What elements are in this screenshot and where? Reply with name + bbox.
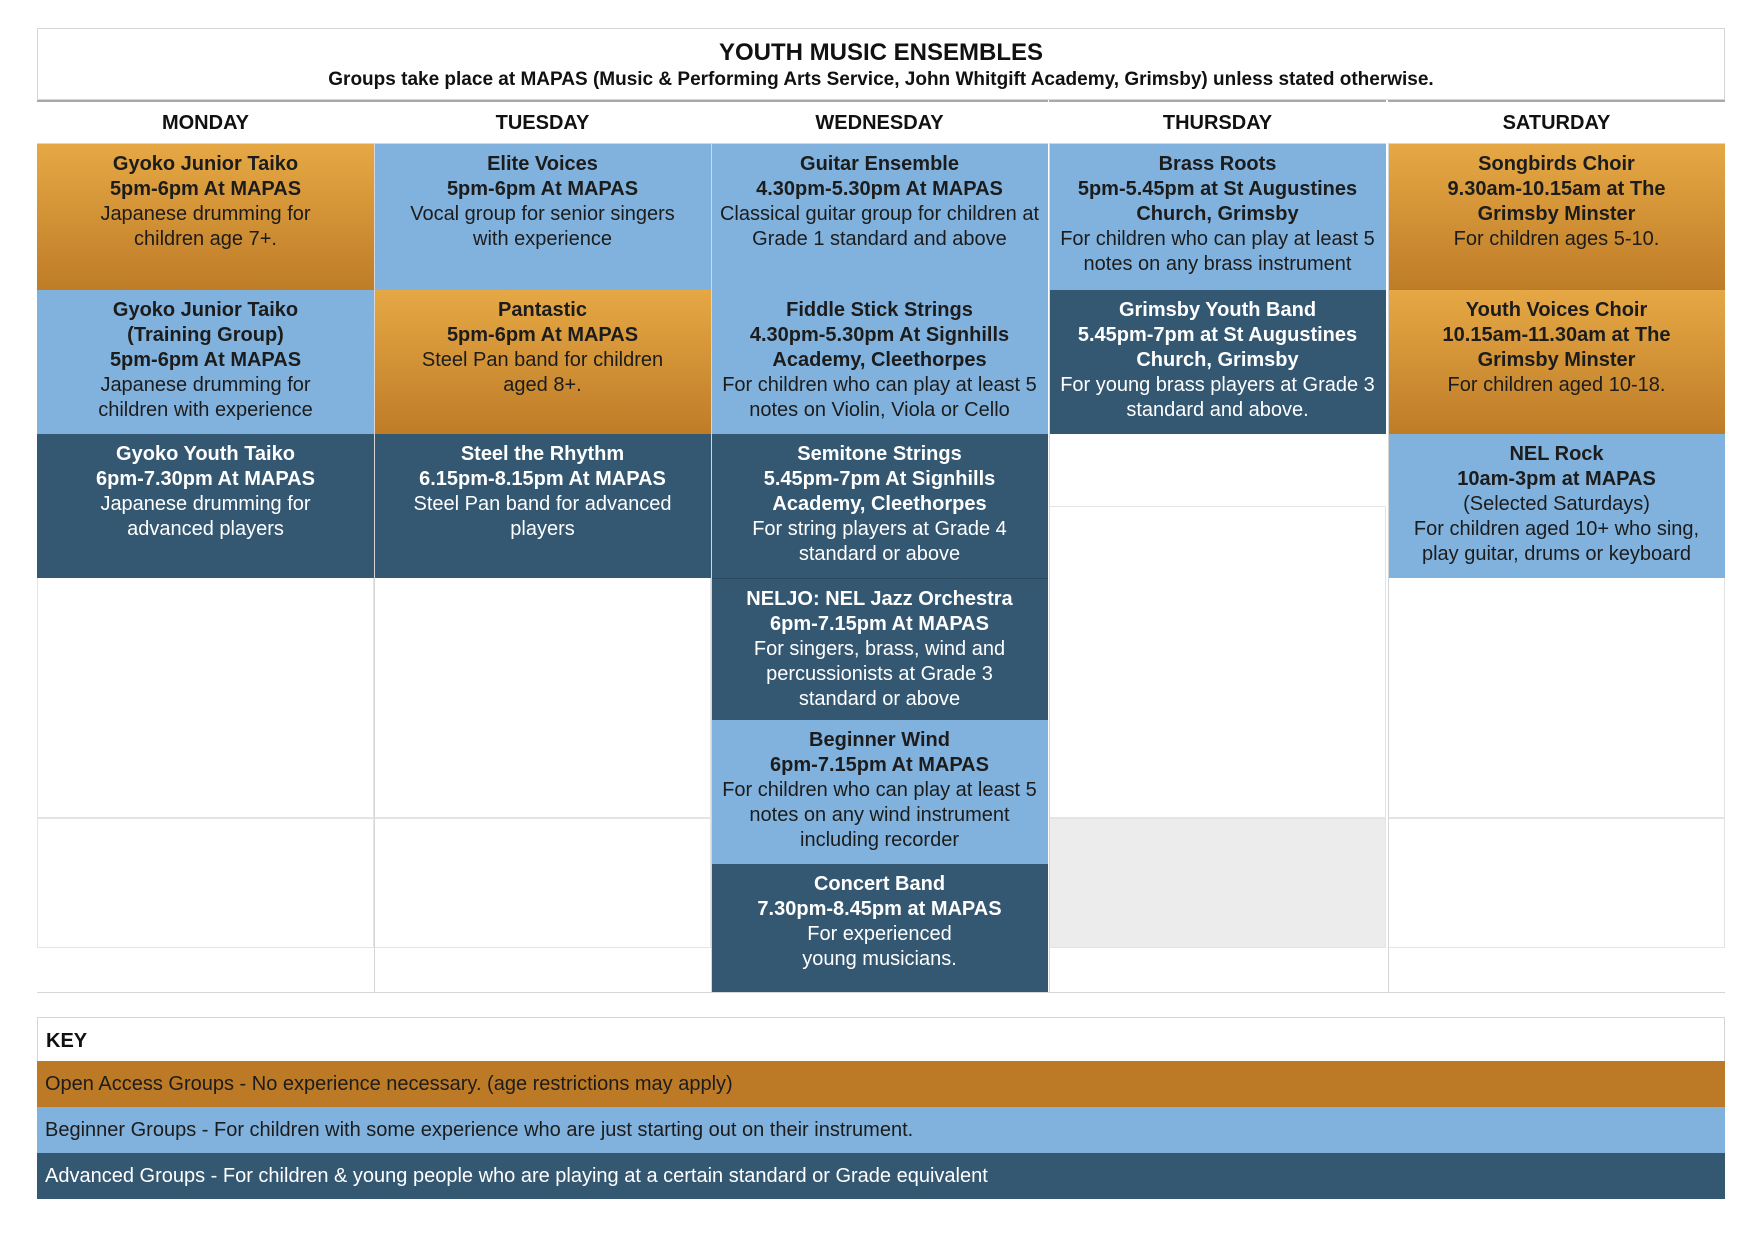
- legend-open-access: Open Access Groups - No experience necessary. (age restrictions may apply): [37, 1061, 1725, 1107]
- group-semitone-strings: [711, 434, 1048, 578]
- group-time: 7.30pm-8.45pm at MAPAS: [757, 898, 1002, 920]
- group-brass-roots: [1049, 144, 1386, 290]
- group-elite-voices: [374, 144, 711, 290]
- grid-bottom-border: [37, 992, 1725, 993]
- group-time: 10am-3pm at MAPAS: [1457, 468, 1656, 490]
- group-desc: For young brass players at Grade 3 standard and above.: [1060, 374, 1375, 421]
- group-time: 5.45pm-7pm at St Augustines Church, Grimsby: [1077, 324, 1358, 371]
- page-subtitle: Groups take place at MAPAS (Music & Performing Arts Service, John Whitgift Academy, Grimsby) unless stated otherwise.: [328, 69, 1434, 90]
- group-name: Steel the Rhythm: [460, 443, 625, 465]
- group-beginner-wind: [711, 720, 1048, 864]
- group-desc: Japanese drumming for children with experience: [98, 374, 313, 421]
- group-grimsby-youth-band: [1049, 290, 1386, 434]
- group-time: 6pm-7.15pm At MAPAS: [770, 613, 989, 635]
- group-youth-voices-choir: [1388, 290, 1725, 434]
- group-time: 5pm-5.45pm at St Augustines Church, Grimsby: [1077, 178, 1358, 225]
- group-fiddle-stick-strings: [711, 290, 1048, 434]
- empty-cell-grey: [1049, 818, 1386, 948]
- empty-cell: [1388, 818, 1725, 948]
- group-desc: For children aged 10-18.: [1447, 374, 1666, 396]
- legend-title: KEY: [37, 1017, 1725, 1061]
- empty-cell: [37, 818, 374, 948]
- empty-cell: [374, 818, 711, 948]
- title-box: [37, 28, 1725, 100]
- timetable: [37, 28, 1725, 992]
- group-steel-the-rhythm: [374, 434, 711, 578]
- group-songbirds-choir: [1388, 144, 1725, 290]
- group-name: Pantastic: [498, 299, 587, 321]
- group-name: Gyoko Youth Taiko: [116, 443, 295, 465]
- group-desc: Steel Pan band for advanced players: [413, 493, 672, 540]
- legend-advanced: Advanced Groups - For children & young people who are playing at a certain standard or Grade equivalent: [37, 1153, 1725, 1199]
- group-name: Concert Band: [813, 873, 946, 895]
- group-desc: For experienced young musicians.: [802, 923, 957, 970]
- group-time: 9.30am-10.15am at The Grimsby Minster: [1447, 178, 1666, 225]
- group-desc: Steel Pan band for children aged 8+.: [421, 349, 664, 396]
- group-time: 5pm-6pm At MAPAS: [446, 324, 639, 346]
- group-time: 6pm-7.15pm At MAPAS: [770, 754, 989, 776]
- group-name: Fiddle Stick Strings: [786, 299, 973, 321]
- group-pantastic: [374, 290, 711, 434]
- group-name: Beginner Wind: [809, 729, 950, 751]
- group-desc: For string players at Grade 4 standard or above: [752, 518, 1007, 565]
- group-desc: For children ages 5-10.: [1453, 228, 1660, 250]
- page-title: YOUTH MUSIC ENSEMBLES: [718, 39, 1044, 66]
- group-desc: Classical guitar group for children at Grade 1 standard and above: [719, 203, 1040, 250]
- group-name: NEL Rock: [1509, 443, 1604, 465]
- group-desc: For children who can play at least 5 notes on any brass instrument: [1060, 228, 1375, 275]
- group-name: Gyoko Junior Taiko: [112, 153, 299, 175]
- group-time: 10.15am-11.30am at The Grimsby Minster: [1442, 324, 1671, 371]
- group-time: 4.30pm-5.30pm At Signhills Academy, Cleethorpes: [749, 324, 1010, 371]
- day-header-tuesday: TUESDAY: [374, 100, 711, 144]
- group-name: Brass Roots: [1158, 153, 1277, 175]
- column-divider: [374, 144, 375, 992]
- group-name: Grimsby Youth Band: [1118, 299, 1317, 321]
- group-time: 4.30pm-5.30pm At MAPAS: [756, 178, 1003, 200]
- legend-beginner: Beginner Groups - For children with some experience who are just starting out on their instrument.: [37, 1107, 1725, 1153]
- group-name: Semitone Strings: [797, 443, 962, 465]
- group-nel-rock: [1388, 434, 1725, 578]
- group-name: Songbirds Choir: [1478, 153, 1635, 175]
- group-time: 5pm-6pm At MAPAS: [446, 178, 639, 200]
- day-header-monday: MONDAY: [37, 100, 374, 144]
- group-name: Youth Voices Choir: [1465, 299, 1648, 321]
- group-time: 6.15pm-8.15pm At MAPAS: [419, 468, 666, 490]
- column-divider: [1049, 144, 1050, 992]
- group-name: Guitar Ensemble: [800, 153, 959, 175]
- group-guitar-ensemble: [711, 144, 1048, 290]
- group-neljo-jazz-orchestra: [711, 578, 1048, 720]
- group-desc: For children who can play at least 5 notes on Violin, Viola or Cello: [722, 374, 1037, 421]
- schedule-grid: [37, 100, 1725, 992]
- group-concert-band: [711, 864, 1048, 992]
- group-gyoko-junior-taiko: [37, 144, 374, 290]
- empty-cell: [1049, 506, 1386, 818]
- legend: [37, 1017, 1725, 1199]
- group-desc: For singers, brass, wind and percussionists at Grade 3 standard or above: [753, 638, 1006, 710]
- group-time: 5pm-6pm At MAPAS: [109, 178, 302, 200]
- group-desc: For children who can play at least 5 notes on any wind instrument including recorder: [722, 779, 1037, 851]
- day-header-saturday: SATURDAY: [1388, 100, 1725, 144]
- group-gyoko-junior-taiko-training: [37, 290, 374, 434]
- group-name: Elite Voices: [487, 153, 598, 175]
- group-desc: Japanese drumming for children age 7+.: [100, 203, 311, 250]
- group-desc: For children aged 10+ who sing, play guitar, drums or keyboard: [1413, 518, 1700, 565]
- group-time: 5pm-6pm At MAPAS: [109, 349, 302, 371]
- group-desc: Japanese drumming for advanced players: [100, 493, 311, 540]
- group-note: (Selected Saturdays): [1463, 493, 1650, 515]
- group-time: 6pm-7.30pm At MAPAS: [96, 468, 315, 490]
- group-time: 5.45pm-7pm At Signhills Academy, Cleethorpes: [763, 468, 996, 515]
- group-desc: Vocal group for senior singers with experience: [410, 203, 675, 250]
- column-divider: [711, 144, 712, 992]
- day-header-thursday: THURSDAY: [1049, 100, 1386, 144]
- group-gyoko-youth-taiko: [37, 434, 374, 578]
- day-header-wednesday: WEDNESDAY: [711, 100, 1048, 144]
- group-name: NELJO: NEL Jazz Orchestra: [746, 588, 1013, 610]
- column-divider: [1388, 144, 1389, 992]
- group-name: Gyoko Junior Taiko (Training Group): [112, 299, 299, 346]
